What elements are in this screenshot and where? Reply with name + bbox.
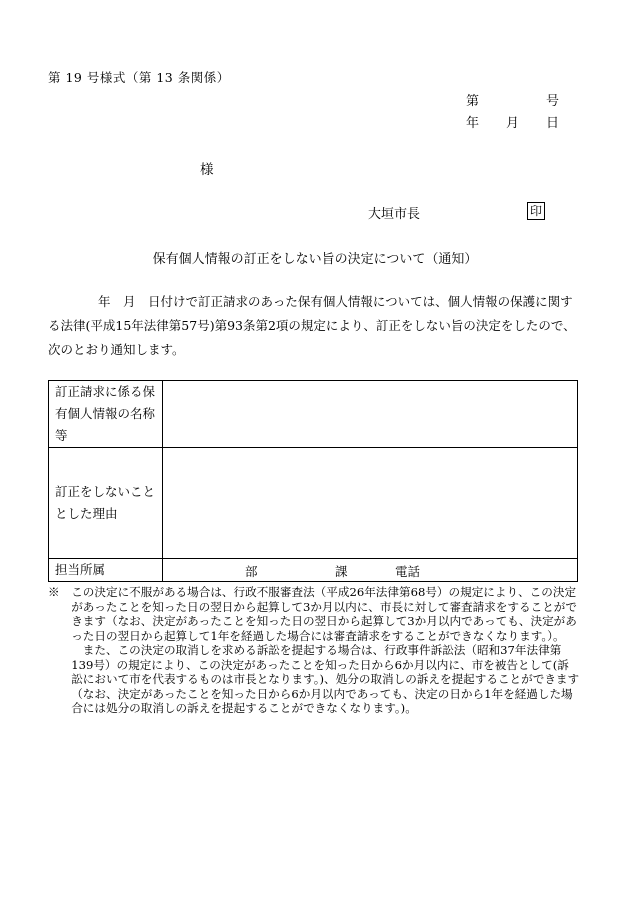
- doc-number-suffix: 号: [546, 94, 560, 109]
- table-row: [49, 448, 578, 559]
- date-month: 月: [506, 116, 520, 131]
- table-row: [49, 381, 578, 448]
- row-value-info-name: [163, 381, 578, 448]
- note-appeal: ※ この決定に不服がある場合は、行政不服審査法（平成26年法律第68号）の規定により、この決定があったことを知った日の翌日から起算して3か月以内に、市長に対して審査請求をすることができます（なお、決定があったことを知った日の翌日から起算して3か月以内であっても、決定があった日の翌日から起算して1年を経過した場合には審査請求をすることができなくなります。）。: [48, 585, 577, 643]
- note-lawsuit: また、この決定の取消しを求める訴訟を提起する場合は、行政事件訴訟法（昭和37年法律第139号）の規定により、この決定があったことを知った日から6か月以内に、市を被告として(訴訟において市を代表するものは市長となります。)、処分の取消しの訴えを提起することができます（なお、決定があったことを知った日から6か月以内であっても、決定の日から1年を経過した場合には処分の取消しの訴えを提起することができなくなります。)。: [71, 643, 580, 715]
- row-value-reason: [163, 448, 578, 559]
- section-label: 課: [335, 564, 348, 579]
- dept-label: 部: [245, 564, 258, 579]
- row-label-info-name: 訂正請求に係る保有個人情報の名称等: [49, 381, 163, 448]
- sender-name: 大垣市長: [368, 207, 421, 222]
- form-number: 第 19 号様式（第 13 条関係）: [48, 70, 230, 85]
- phone-label: 電話: [395, 564, 421, 579]
- document-title: 保有個人情報の訂正をしない旨の決定について（通知）: [152, 252, 478, 267]
- info-table: [48, 380, 578, 582]
- row-label-reason: 訂正をしないこととした理由: [49, 448, 163, 559]
- body-text: [48, 290, 580, 362]
- table-row: [49, 559, 578, 582]
- seal-mark: 印: [527, 202, 545, 220]
- date-year: 年: [466, 116, 480, 131]
- body-paragraph: 年 月 日付けで訂正請求のあった保有個人情報については、個人情報の保護に関する法律(平成15年法律第57号)第93条第2項の規定により、訂正をしない旨の決定をしたので、次のとおり通知します。: [48, 294, 576, 357]
- date-day: 日: [546, 116, 560, 131]
- notes-section: [48, 585, 580, 716]
- addressee: 様: [200, 162, 214, 178]
- doc-number-prefix: 第: [466, 94, 480, 109]
- row-value-department: [163, 559, 578, 582]
- row-label-department: 担当所属: [49, 559, 163, 582]
